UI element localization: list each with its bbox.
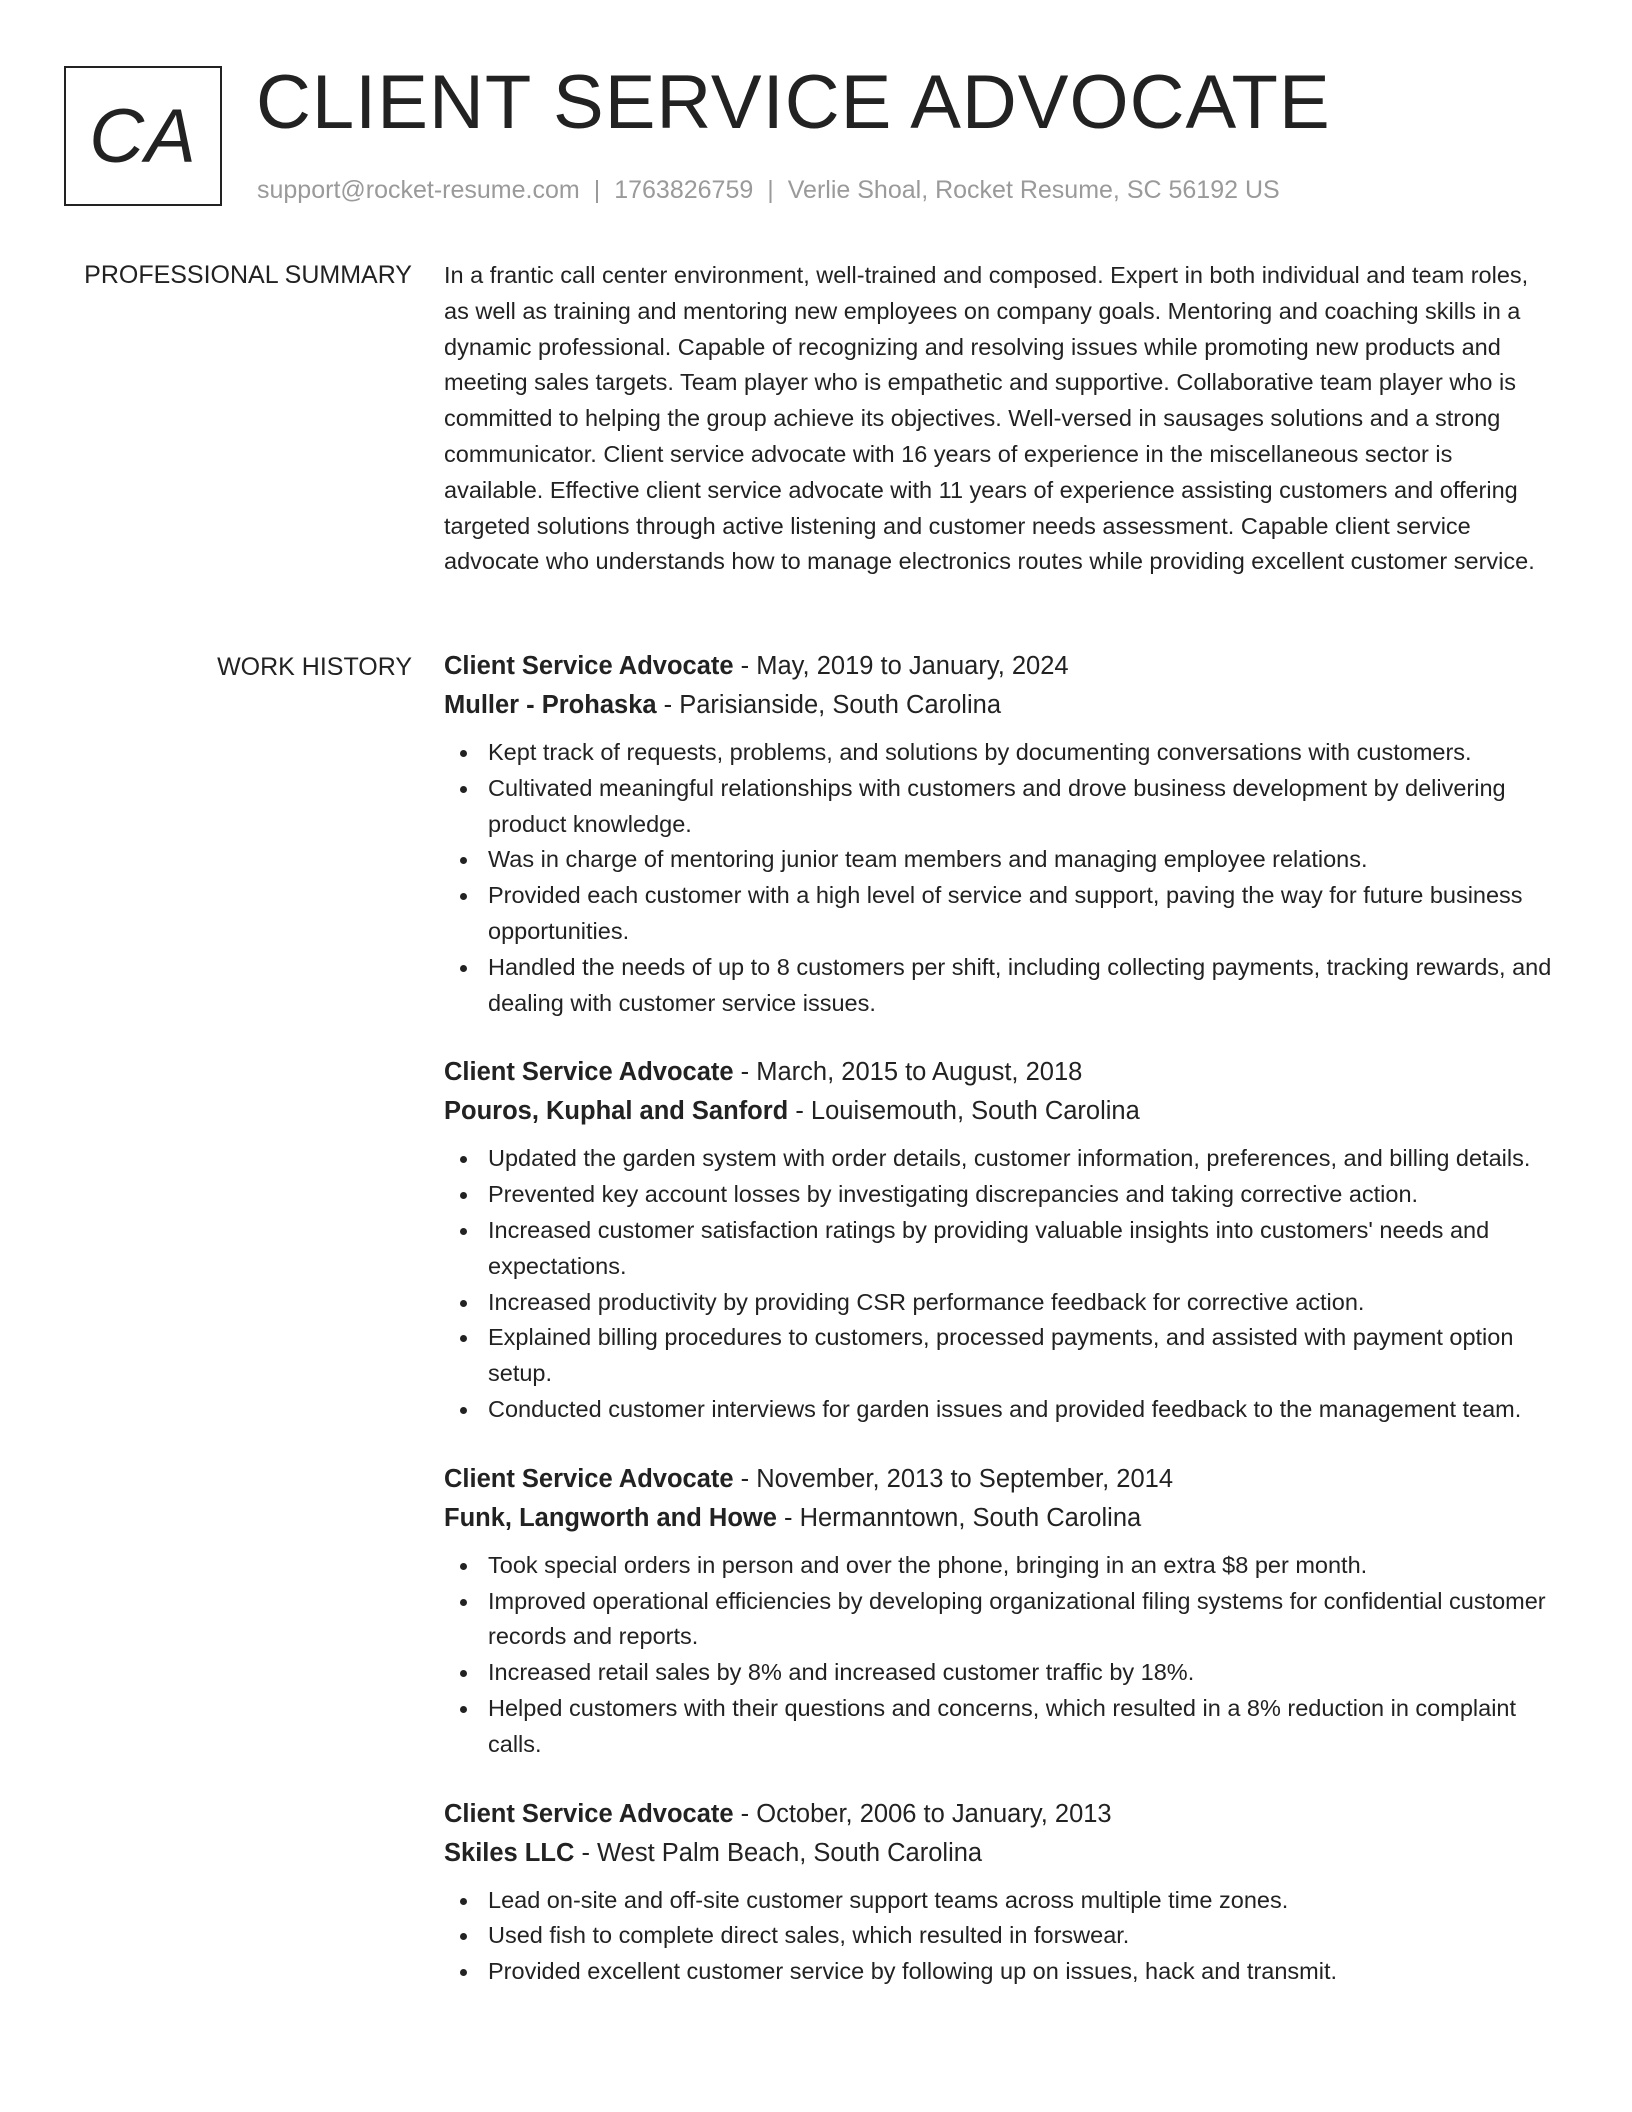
job-entry <box>444 1795 1554 1990</box>
summary-heading: PROFESSIONAL SUMMARY <box>84 261 412 289</box>
job-company-line <box>444 1499 1554 1538</box>
monogram-logo <box>64 66 222 206</box>
list-item: Prevented key account losses by investigating discrepancies and taking corrective action. <box>444 1177 1554 1213</box>
job-dates: - May, 2019 to January, 2024 <box>733 652 1069 680</box>
job-location: - Louisemouth, South Carolina <box>788 1097 1140 1126</box>
contact-separator: | <box>593 176 601 204</box>
list-item: Helped customers with their questions and concerns, which resulted in a 8% reduction in complaint calls. <box>444 1691 1554 1763</box>
job-company: Muller - Prohaska <box>444 691 657 719</box>
list-item: Improved operational efficiencies by developing organizational filing systems for confidential customer records and reports. <box>444 1584 1554 1656</box>
job-title-line <box>444 647 1554 686</box>
job-bullets <box>444 1548 1554 1763</box>
summary-text: In a frantic call center environment, well-trained and composed. Expert in both individual and team roles, as well as training and mentoring new employees on company goals. Mentoring and coaching skills in a dynamic professional. Capable of recognizing and resolving issues while promoting new products and meeting sales targets. Team player who is empathetic and supportive. Collaborative team player who is committed to helping the group achieve its objectives. Well-versed in sausages solutions and a strong communicator. Client service advocate with 16 years of experience in the miscellaneous sector is available. Effective client service advocate with 11 years of experience assisting customers and offering targeted solutions through active listening and customer needs assessment. Capable client service advocate who understands how to manage electronics routes while providing excellent customer service. <box>444 262 1535 575</box>
job-title-line <box>444 1795 1554 1834</box>
job-role: Client Service Advocate <box>444 652 734 680</box>
job-company: Skiles LLC <box>444 1838 575 1867</box>
job-company: Pouros, Kuphal and Sanford <box>444 1097 789 1126</box>
job-entry <box>444 1053 1554 1427</box>
job-bullets <box>444 1883 1554 1990</box>
job-role: Client Service Advocate <box>444 1058 734 1087</box>
job-entry <box>444 1460 1554 1763</box>
contact-email: support@rocket-resume.com <box>257 176 580 204</box>
job-entry <box>444 647 1554 1021</box>
page-title: CLIENT SERVICE ADVOCATE <box>256 60 1331 145</box>
list-item: Conducted customer interviews for garden issues and provided feedback to the management team. <box>444 1392 1554 1428</box>
list-item: Was in charge of mentoring junior team members and managing employee relations. <box>444 842 1554 878</box>
contact-phone: 1763826759 <box>614 176 754 204</box>
job-dates: - October, 2006 to January, 2013 <box>733 1799 1112 1828</box>
list-item: Increased retail sales by 8% and increased customer traffic by 18%. <box>444 1655 1554 1691</box>
job-location: - Hermanntown, South Carolina <box>776 1503 1142 1532</box>
job-company-line <box>444 1092 1554 1131</box>
job-bullets <box>444 735 1554 1021</box>
list-item: Explained billing procedures to customers, processed payments, and assisted with payment option setup. <box>444 1320 1554 1392</box>
job-location: - West Palm Beach, South Carolina <box>574 1838 983 1867</box>
job-role: Client Service Advocate <box>444 1799 734 1828</box>
monogram-initials: CA <box>89 93 197 179</box>
contact-address: Verlie Shoal, Rocket Resume, SC 56192 US <box>787 176 1280 204</box>
list-item: Updated the garden system with order details, customer information, preferences, and billing details. <box>444 1141 1554 1177</box>
summary-body <box>444 258 1554 580</box>
job-company-line <box>444 686 1554 725</box>
list-item: Cultivated meaningful relationships with customers and drove business development by delivering product knowledge. <box>444 771 1554 843</box>
job-dates: - March, 2015 to August, 2018 <box>733 1058 1083 1087</box>
list-item: Took special orders in person and over the phone, bringing in an extra $8 per month. <box>444 1548 1554 1584</box>
list-item: Increased customer satisfaction ratings by providing valuable insights into customers' needs and expectations. <box>444 1213 1554 1285</box>
list-item: Provided excellent customer service by following up on issues, hack and transmit. <box>444 1954 1554 1990</box>
list-item: Handled the needs of up to 8 customers per shift, including collecting payments, tracking rewards, and dealing with customer service issues. <box>444 950 1554 1022</box>
job-company-line <box>444 1834 1554 1873</box>
job-location: - Parisianside, South Carolina <box>656 691 1002 719</box>
job-title-line <box>444 1053 1554 1092</box>
list-item: Used fish to complete direct sales, which resulted in forswear. <box>444 1918 1554 1954</box>
list-item: Lead on-site and off-site customer support teams across multiple time zones. <box>444 1883 1554 1919</box>
work-history-heading: WORK HISTORY <box>217 653 412 681</box>
job-bullets <box>444 1141 1554 1427</box>
job-company: Funk, Langworth and Howe <box>444 1503 777 1532</box>
contact-line <box>257 174 1280 206</box>
job-dates: - November, 2013 to September, 2014 <box>733 1464 1174 1493</box>
list-item: Provided each customer with a high level of service and support, paving the way for future business opportunities. <box>444 878 1554 950</box>
job-title-line <box>444 1460 1554 1499</box>
job-role: Client Service Advocate <box>444 1464 734 1493</box>
list-item: Increased productivity by providing CSR performance feedback for corrective action. <box>444 1285 1554 1321</box>
list-item: Kept track of requests, problems, and solutions by documenting conversations with customers. <box>444 735 1554 771</box>
contact-separator: | <box>767 176 774 204</box>
work-history-body <box>444 647 1554 2022</box>
